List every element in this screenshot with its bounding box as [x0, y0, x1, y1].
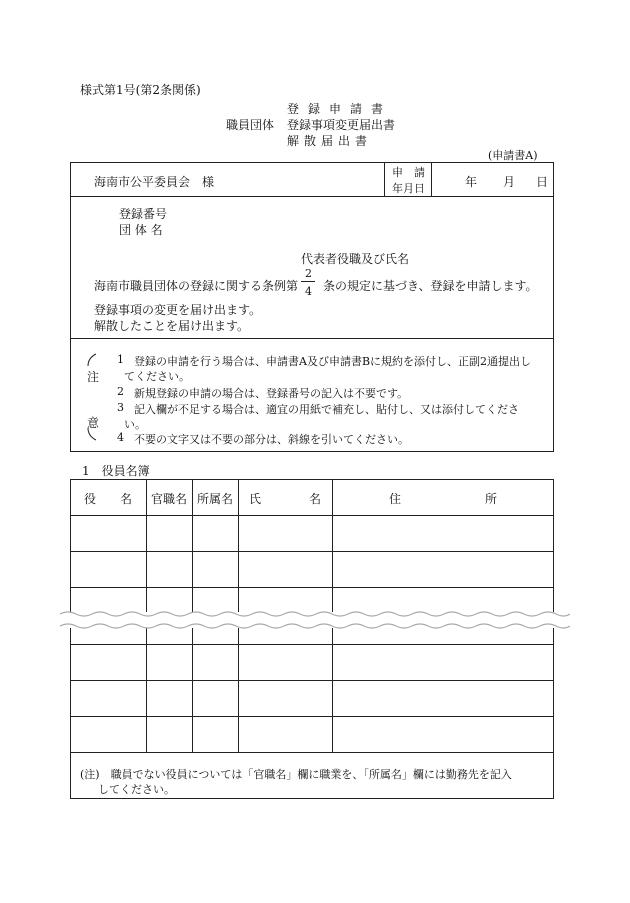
- header-official-title: 官職名: [150, 492, 187, 506]
- title-registration-application: 登録申請書: [287, 102, 393, 116]
- note-text: 不要の文字又は不要の部分は、斜線を引いてください。: [134, 433, 409, 446]
- row-divider: [70, 680, 554, 681]
- article-fraction-line: [301, 281, 315, 282]
- header-name: 氏 名: [248, 492, 321, 506]
- wavy-break-icon: [60, 608, 570, 632]
- doc-code: (申請書A): [488, 149, 538, 162]
- divider: [70, 196, 554, 197]
- divider: [384, 162, 385, 196]
- note-number: 2: [117, 385, 124, 398]
- month-label: 月: [503, 175, 516, 189]
- note-text-cont: てください。: [124, 370, 190, 383]
- representative-label: 代表者役職及び氏名: [301, 252, 410, 266]
- note-text: 新規登録の申請の場合は、登録番号の記入は不要です。: [134, 387, 409, 400]
- divider: [431, 162, 432, 196]
- statement-prefix: 海南市職員団体の登録に関する条例第: [94, 279, 299, 293]
- row-divider: [70, 587, 554, 588]
- form-id: 様式第1号(第2条関係): [80, 83, 201, 97]
- note-text: 記入欄が不足する場合は、適宜の用紙で補充し、貼付し、又は添付してくださ: [134, 403, 519, 416]
- article-lower: 4: [305, 285, 312, 298]
- note-text: 登録の申請を行う場合は、申請書A及び申請書Bに規約を添付し、正副2通提出し: [134, 355, 532, 368]
- statement-suffix: 条の規定に基づき、登録を申請します。: [323, 279, 538, 293]
- notes-label-bottom: 意: [87, 416, 100, 430]
- header-role: 役 名: [83, 492, 132, 506]
- roster-table: [70, 479, 554, 799]
- divider: [70, 338, 554, 339]
- row-divider: [70, 644, 554, 645]
- note-number: 3: [117, 401, 124, 414]
- note-number: 1: [117, 353, 124, 366]
- article-upper: 2: [305, 267, 312, 280]
- date-label-1: 申 請: [392, 166, 425, 179]
- row-divider: [70, 752, 554, 753]
- roster-section-title: 1 役員名簿: [82, 464, 150, 478]
- date-label-2: 年月日: [392, 182, 425, 195]
- dissolution-notice: 解散したことを届け出ます。: [94, 319, 250, 333]
- group-name-label: 団 体 名: [119, 223, 163, 237]
- title-line2-prefix: 職員団体: [226, 118, 275, 132]
- year-label: 年: [465, 175, 478, 189]
- header-affiliation: 所属名: [196, 492, 233, 506]
- registration-number-label: 登録番号: [119, 207, 168, 221]
- roster-footnote-cont: してください。: [98, 783, 175, 796]
- note-text-cont: い。: [124, 418, 146, 431]
- row-divider: [70, 551, 554, 552]
- row-divider: [70, 716, 554, 717]
- title-change-notification: 登録事項変更届出書: [287, 118, 396, 132]
- change-notice: 登録事項の変更を届け出ます。: [94, 303, 262, 317]
- addressee: 海南市公平委員会 様: [94, 175, 215, 189]
- header-address: 住 所: [388, 492, 497, 506]
- note-number: 4: [117, 431, 124, 444]
- day-label: 日: [536, 175, 549, 189]
- notes-label-top: 注: [87, 370, 100, 384]
- title-dissolution-notification: 解散届出書: [287, 134, 373, 148]
- row-divider: [70, 515, 554, 516]
- roster-footnote: (注) 職員でない役員については「官職名」欄に職業を、「所属名」欄には勤務先を記入: [80, 768, 512, 781]
